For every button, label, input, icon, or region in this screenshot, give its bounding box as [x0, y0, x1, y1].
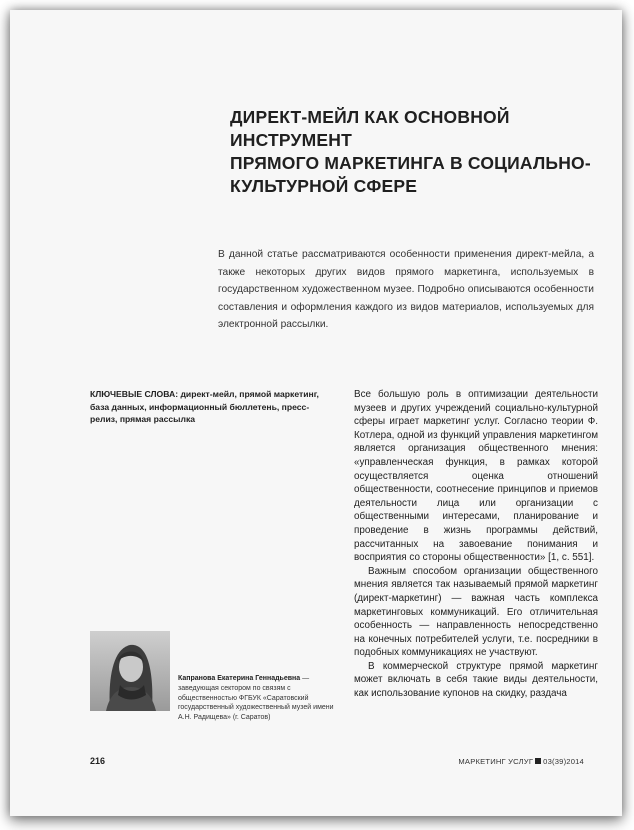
body-paragraph: Все большую роль в оптимизации деятельности музеев и других учреждений социально-культурной сферы играет маркетинг услуг. Согласно теории Ф. Котлера, одной из функций управления маркетингом является организация общественного мнения: «управленческая функция, в рамках которой осуществляется оценка отношений общественности, соотнесение принципов и приемов деятельности лица или организации с общественными интересами, планирование и проведение в жизнь программы действий, рассчитанных на завоевание понимания и восприятия со стороны общественности» [1, с. 551].: [354, 389, 598, 564]
journal-name: МАРКЕТИНГ УСЛУГ: [458, 757, 534, 766]
author-description: — заведующая сектором по связям с общественностью ФГБУК «Саратовский государственный художественный музей имени А.Н. Радищева» (г. Саратов): [178, 675, 334, 722]
journal-page: [10, 10, 622, 816]
article-title: ДИРЕКТ-МЕЙЛ КАК ОСНОВНОЙ ИНСТРУМЕНТ ПРЯМОГО МАРКЕТИНГА В СОЦИАЛЬНО- КУЛЬТУРНОЙ СФЕРЕ: [230, 107, 591, 196]
author-photo: [90, 631, 170, 711]
body-paragraph: Важным способом организации общественного мнения является так называемый прямой маркетинг (директ-маркетинг) — важная часть комплекса маркетинговых коммуникаций. Его отличительная особенность — направленность непосредственно на конечных потребителей услуги, т.е. посредники в подобных коммуникациях не участвуют.: [354, 565, 598, 659]
keywords: КЛЮЧЕВЫЕ СЛОВА: директ-мейл, прямой маркетинг, база данных, информационный бюллетень, пресс-релиз, прямая рассылка: [90, 389, 319, 424]
journal-issue: 03(39)2014: [543, 757, 584, 766]
author-info: [178, 674, 338, 723]
article-abstract: В данной статье рассматриваются особенности применения директ-мейла, а также некоторых других видов прямого маркетинга, используемых в государственном художественном музее. Подробно описываются особенности составления и оформления каждого из видов материалов, используемых для электронной рассылки.: [218, 249, 594, 331]
page-number: 216: [90, 756, 106, 766]
square-icon: [535, 758, 541, 764]
body-paragraph: В коммерческой структуре прямой маркетинг может включать в себя такие виды деятельности, как использование купонов на скидку, раздача: [354, 660, 598, 700]
journal-footer: [458, 757, 584, 766]
article-body: [354, 388, 598, 701]
author-name: Капранова Екатерина Геннадьевна: [178, 675, 301, 682]
